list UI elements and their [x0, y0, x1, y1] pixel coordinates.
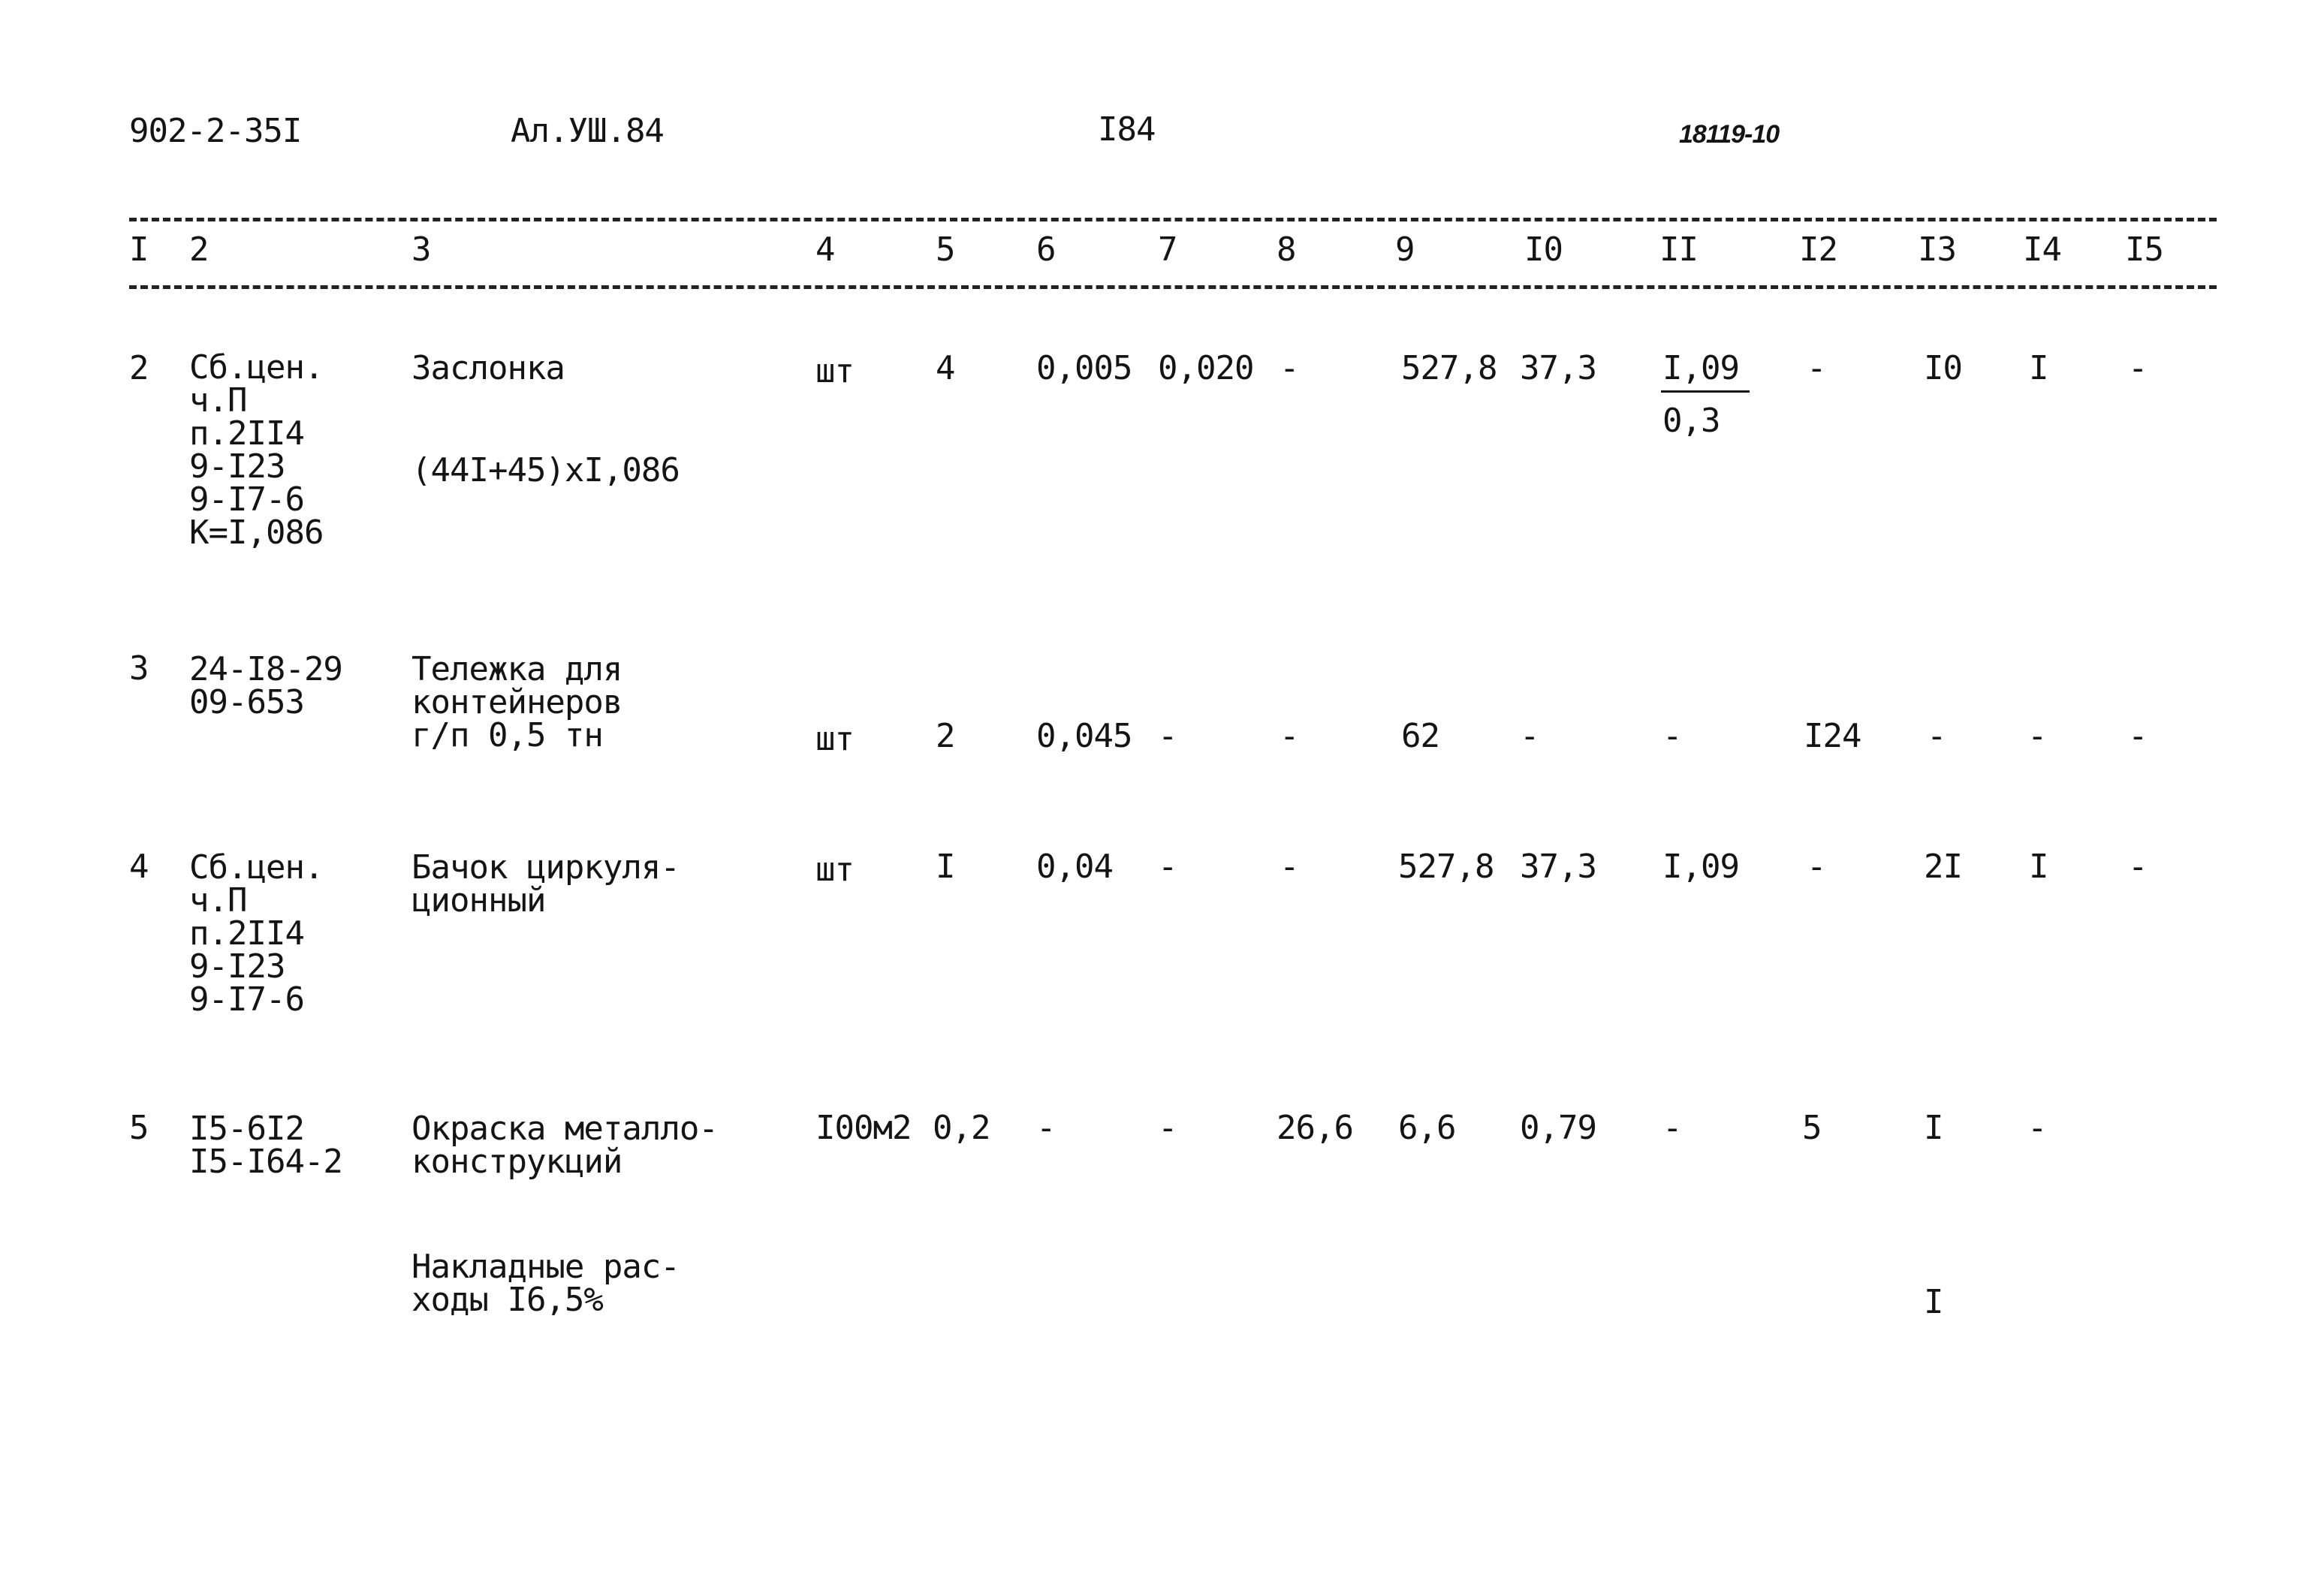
col-header: 9	[1395, 230, 1415, 269]
row-col6: 0,04	[1036, 848, 1113, 886]
row-name: Заслонка	[411, 349, 565, 387]
row-basis: Сб.цен. ч.П п.2II4 9-I23 9-I7-6 К=I,086	[189, 348, 324, 552]
col-header: 6	[1036, 230, 1056, 269]
row-col8: -	[1280, 848, 1299, 886]
row-col13: -	[1927, 717, 1946, 755]
row-col6: -	[1036, 1109, 1056, 1147]
col-header: 5	[936, 230, 955, 269]
row-unit: шт	[815, 352, 854, 390]
row-col14: I	[2029, 349, 2048, 387]
row-col10: 0,79	[1520, 1109, 1596, 1147]
row-col11: -	[1662, 717, 1682, 755]
row-qty: 2	[936, 717, 955, 755]
row-col10: 37,3	[1520, 349, 1596, 387]
row-col15: -	[2128, 717, 2148, 755]
page-number: I84	[1098, 110, 1156, 149]
fraction-line	[1661, 390, 1750, 393]
row-basis: I5-6I2 I5-I64-2	[189, 1110, 342, 1181]
row-col9: 527,8	[1401, 349, 1497, 387]
row-col7: -	[1158, 717, 1177, 755]
row-unit: шт	[815, 851, 854, 889]
row-col10: 37,3	[1520, 848, 1596, 886]
col-header: 4	[815, 230, 835, 269]
row-col9: 527,8	[1398, 848, 1494, 886]
col-header: 8	[1277, 230, 1296, 269]
row-unit: I00м2	[815, 1109, 912, 1147]
row-unit: шт	[815, 720, 854, 758]
col-header: I2	[1799, 230, 1837, 269]
row-col15: -	[2128, 349, 2148, 387]
row-col10: -	[1520, 717, 1539, 755]
col-header: II	[1659, 230, 1698, 269]
row-number: 4	[129, 848, 149, 886]
header-top-rule	[129, 218, 2217, 221]
row-qty: I	[936, 848, 955, 886]
header-bottom-rule	[129, 285, 2217, 289]
col-header: 7	[1158, 230, 1177, 269]
row-basis: 24-I8-29 09-653	[189, 650, 342, 721]
row-col13: 2I	[1924, 848, 1962, 886]
row-col9: 62	[1401, 717, 1439, 755]
row-col8: -	[1280, 717, 1299, 755]
row-number: 2	[129, 349, 149, 387]
album-ref: Ал.УШ.84	[511, 112, 664, 150]
row-col7: -	[1158, 848, 1177, 886]
col-header: I3	[1918, 230, 1956, 269]
row-number: 5	[129, 1109, 149, 1147]
row-formula: (44I+45)xI,086	[411, 451, 680, 489]
row-col6: 0,005	[1036, 349, 1132, 387]
row-col12: I24	[1804, 717, 1861, 755]
row-col8: -	[1280, 349, 1299, 387]
row-col9: 6,6	[1398, 1109, 1456, 1147]
col-header: I5	[2125, 230, 2163, 269]
row-col11: I,09	[1662, 349, 1739, 387]
row-qty: 4	[936, 349, 955, 387]
row-col14: I	[2029, 848, 2048, 886]
row-col11-denominator: 0,3	[1662, 402, 1720, 440]
row-col6: 0,045	[1036, 717, 1132, 755]
col-header: I0	[1524, 230, 1563, 269]
row-basis: Сб.цен. ч.П п.2II4 9-I23 9-I7-6	[189, 848, 324, 1019]
row-col8: 26,6	[1277, 1109, 1353, 1147]
row-name: Окраска металло- конструкций	[411, 1110, 718, 1181]
col-header: 2	[189, 230, 209, 269]
overhead-col13: I	[1924, 1283, 1943, 1321]
col-header: I4	[2023, 230, 2061, 269]
doc-number: 902-2-35I	[129, 112, 302, 150]
row-qty: 0,2	[933, 1109, 990, 1147]
row-col11: -	[1662, 1109, 1682, 1147]
row-col12: 5	[1802, 1109, 1822, 1147]
row-col13: I	[1924, 1109, 1943, 1147]
overhead-label: Накладные рас- ходы I6,5%	[411, 1248, 680, 1319]
row-name: Бачок циркуля- ционный	[411, 848, 680, 920]
handwritten-code: 18119-10	[1679, 120, 1780, 149]
row-col7: 0,020	[1158, 349, 1254, 387]
row-col14: -	[2027, 717, 2047, 755]
col-header: I	[129, 230, 149, 269]
row-number: 3	[129, 649, 149, 688]
row-col12: -	[1807, 848, 1826, 886]
row-name: Тележка для контейнеров г/п 0,5 тн	[411, 650, 622, 754]
row-col7: -	[1158, 1109, 1177, 1147]
row-col15: -	[2128, 848, 2148, 886]
col-header: 3	[411, 230, 431, 269]
row-col14: -	[2027, 1109, 2047, 1147]
row-col12: -	[1807, 349, 1826, 387]
row-col13: I0	[1924, 349, 1962, 387]
row-col11: I,09	[1662, 848, 1739, 886]
